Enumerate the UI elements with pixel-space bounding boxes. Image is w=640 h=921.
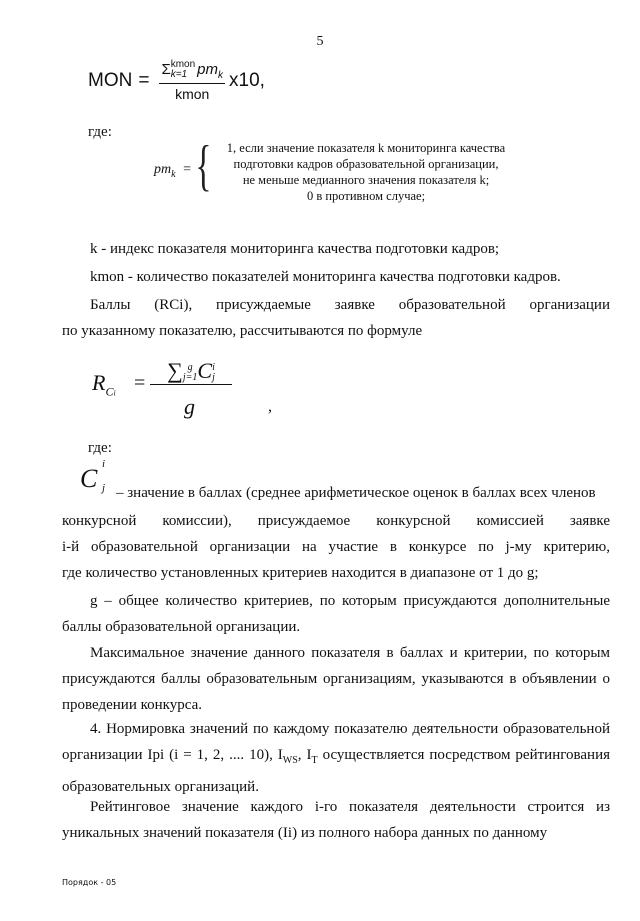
text-g: g – общее количество критериев, по которым присуждаются дополнительные баллы образовательной организации. [62, 593, 610, 635]
brace-icon: { [195, 135, 212, 197]
formula-mon-eq: = [138, 70, 150, 91]
pmk-label: $pm_k$ = [154, 162, 191, 180]
sum-lower-limit: k=1 [170, 69, 188, 81]
page-number: 5 [316, 34, 324, 49]
pmk-definition [150, 135, 570, 204]
formula-mon-lhs: MON [88, 70, 133, 91]
text-kmon: kmon - количество показателей мониторинга качества подготовки кадров. [90, 269, 561, 285]
cj-symbol: C i j [80, 458, 106, 494]
where-label-2: где: [88, 440, 112, 456]
text-k: k - индекс показателя мониторинга качества подготовки кадров; [90, 241, 500, 257]
formula-rc-tail: , [268, 398, 272, 415]
footer: Порядок - 05 [62, 878, 117, 887]
case-1-line-1: 1, если значение показателя k мониторинга качества [226, 141, 506, 155]
text-balls-line-2: по указанному показателю, рассчитываются по формуле [62, 323, 423, 339]
formula-mon-tail: x10, [229, 70, 265, 91]
case-2: 0 в противном случае; [306, 189, 426, 203]
text-cj-line-3: i-й образовательной организации на участие в конкурсе по j-му критерию, [62, 539, 610, 555]
where-label-1: где: [88, 124, 112, 140]
formula-rc-lhs: $R_{Ci}$ [92, 370, 116, 399]
case-1-line-2: подготовки кадров образовательной организации, [233, 157, 499, 171]
sum-symbol: Σ [161, 60, 171, 78]
formula-rc-denominator: g [184, 394, 195, 419]
text-rating: Рейтинговое значение каждого i-го показателя деятельности строится из уникальных значений показателя (Ii) из полного набора данных по данному [62, 799, 610, 841]
formula-rc [92, 358, 292, 424]
formula-mon-numerator [159, 60, 225, 84]
text-balls-line-1: Баллы (RCi), присуждаемые заявке образовательной организации [90, 297, 610, 313]
formula-mon-fraction [159, 60, 225, 102]
sum-term: pm [197, 60, 219, 78]
text-item-4: 4. Нормировка значений по каждому показателю деятельности образовательной организации Ipi (i = 1, 2, .... 10), $I_{WS}$, $I_T$ осуществляется посредством рейтингования образовательных организаций. [62, 721, 610, 795]
text-cj-line-2: конкурсной комиссии), присуждаемое конкурсной комиссией заявке [62, 513, 610, 529]
text-cj-line-1: – значение в баллах (среднее арифметическое оценок в баллах всех членов [116, 485, 596, 501]
formula-mon-denominator: kmon [175, 85, 210, 102]
formula-rc-numerator: ∑ g j=1 C i j [150, 358, 232, 385]
pmk-cases [202, 140, 530, 204]
formula-mon [88, 56, 265, 106]
text-cj-line-4: где количество установленных критериев находится в диапазоне от 1 до g; [62, 565, 539, 581]
sum-upper-limit: kmon [170, 59, 196, 71]
sum-term-sub: k [218, 69, 224, 81]
case-1-line-3: не меньше медианного значения показателя k; [242, 173, 490, 187]
text-max: Максимальное значение данного показателя в баллах и критерии, по которым присуждаются баллы образовательным организациям, указываются в объявлении о проведении конкурса. [62, 645, 610, 713]
formula-rc-eq: = [134, 372, 146, 394]
